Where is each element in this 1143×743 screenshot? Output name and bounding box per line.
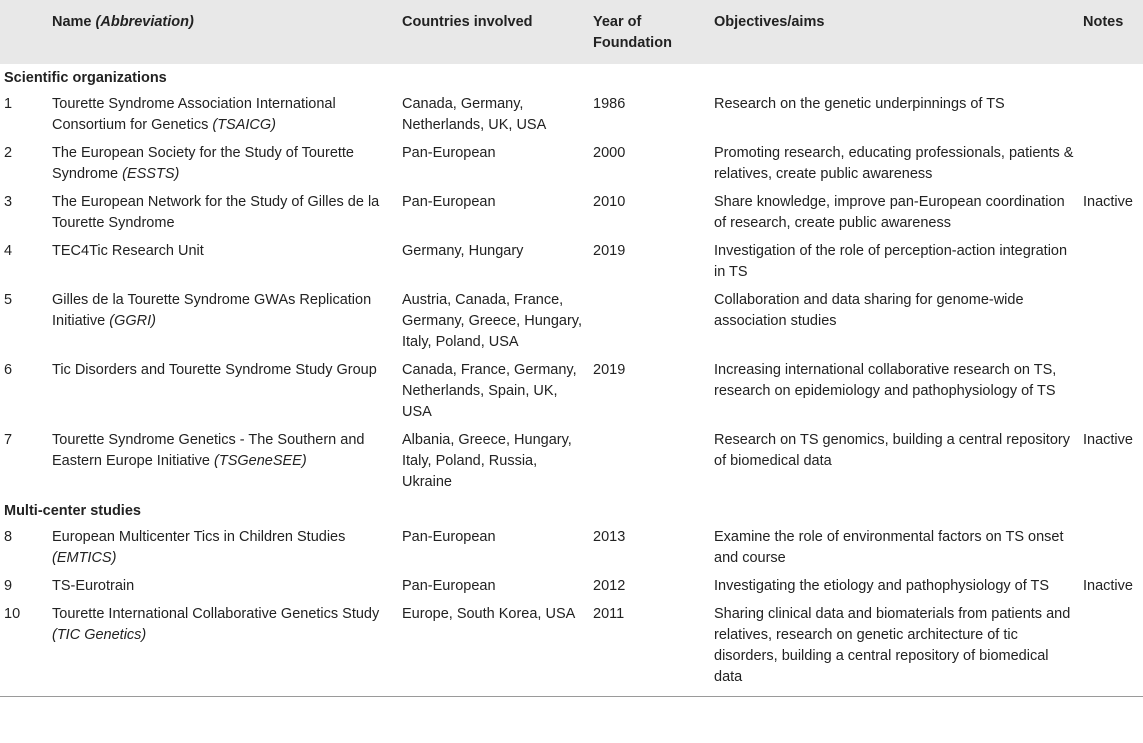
- row-notes: [1079, 357, 1143, 427]
- row-countries: Pan-European: [402, 529, 496, 545]
- row-objectives: Research on TS genomics, building a central repository of biomedical data: [714, 432, 1070, 469]
- row-year: 1986: [593, 96, 626, 112]
- header-objectives: Objectives/aims: [714, 14, 825, 30]
- row-number: 7: [4, 432, 13, 448]
- table-header: [0, 0, 1143, 64]
- row-number: 8: [4, 529, 13, 545]
- header-number: [0, 0, 48, 64]
- row-year: 2019: [593, 362, 626, 378]
- row-year: 2011: [589, 601, 710, 697]
- row-number: 5: [4, 292, 13, 308]
- header-name: [48, 0, 398, 64]
- section-row-multicenter: [0, 497, 1143, 524]
- header-name-abbrev: (Abbreviation): [95, 14, 194, 30]
- row-countries: Europe, South Korea, USA: [398, 601, 589, 697]
- row-year: 2010: [593, 194, 626, 210]
- header-row: [0, 0, 1143, 64]
- row-objectives: Sharing clinical data and biomaterials from patients and relatives, research on genetic architecture of tic disorders, building a central repository of biomedical data: [710, 601, 1079, 697]
- row-year: 2013: [593, 529, 626, 545]
- row-abbrev: (TIC Genetics): [52, 627, 147, 643]
- header-year: Year of Foundation: [593, 14, 672, 51]
- row-countries: Pan-European: [402, 194, 496, 210]
- row-year: 2019: [593, 243, 626, 259]
- row-objectives: Share knowledge, improve pan-European coordination of research, create public awareness: [714, 194, 1065, 231]
- row-name: The European Society for the Study of Tourette Syndrome (ESSTS): [52, 145, 355, 182]
- row-number: 4: [4, 243, 13, 259]
- table-row: [0, 427, 1143, 497]
- row-abbrev: (EMTICS): [52, 550, 117, 566]
- table-row: [0, 238, 1143, 287]
- row-objectives: Examine the role of environmental factors on TS onset and course: [714, 529, 1064, 566]
- row-name: Tourette Syndrome Association International Consortium for Genetics (TSAICG): [52, 96, 336, 133]
- table-row: [0, 189, 1143, 238]
- row-abbrev: (TSGeneSEE): [214, 453, 307, 469]
- row-objectives: Promoting research, educating professionals, patients & relatives, create public awareness: [714, 145, 1074, 182]
- row-objectives: Investigation of the role of perception-action integration in TS: [714, 243, 1068, 280]
- row-number: 3: [4, 194, 13, 210]
- table-row: [0, 140, 1143, 189]
- row-number: 2: [4, 145, 13, 161]
- table-row: [0, 524, 1143, 573]
- header-countries: Countries involved: [402, 14, 533, 30]
- row-notes: [1079, 238, 1143, 287]
- row-countries: Canada, Germany, Netherlands, UK, USA: [402, 96, 547, 133]
- header-name-label: Name: [52, 14, 92, 30]
- table-row: [0, 287, 1143, 357]
- row-number: 9: [4, 578, 13, 594]
- row-objectives: Increasing international collaborative research on TS, research on epidemiology and pathophysiology of TS: [714, 362, 1057, 399]
- row-countries: Germany, Hungary: [402, 243, 524, 259]
- row-name: The European Network for the Study of Gilles de la Tourette Syndrome: [52, 194, 380, 231]
- row-year: 2012: [593, 578, 626, 594]
- row-name: Gilles de la Tourette Syndrome GWAs Replication Initiative (GGRI): [52, 292, 372, 329]
- row-abbrev: (GGRI): [109, 313, 156, 329]
- row-abbrev: (ESSTS): [122, 166, 180, 182]
- row-notes: [1079, 287, 1143, 357]
- table-row: [0, 357, 1143, 427]
- row-name: Tourette Syndrome Genetics - The Southern and Eastern Europe Initiative (TSGeneSEE): [52, 432, 365, 469]
- row-notes: Inactive: [1083, 578, 1133, 594]
- row-year: [589, 427, 710, 497]
- table-row: [0, 91, 1143, 140]
- table-body: [0, 64, 1143, 697]
- row-year: 2000: [593, 145, 626, 161]
- row-notes: [1079, 524, 1143, 573]
- table-row: [0, 573, 1143, 601]
- section-row-scientific: [0, 64, 1143, 91]
- row-notes: [1079, 601, 1143, 697]
- table-row: [0, 601, 1143, 697]
- row-number: 1: [4, 96, 13, 112]
- row-countries: Austria, Canada, France, Germany, Greece, Hungary, Italy, Poland, USA: [402, 292, 582, 350]
- row-name: TEC4Tic Research Unit: [52, 243, 204, 259]
- row-name: Tic Disorders and Tourette Syndrome Study Group: [52, 362, 377, 378]
- section-title: Scientific organizations: [4, 70, 167, 86]
- row-objectives: Research on the genetic underpinnings of TS: [714, 96, 1005, 112]
- row-year: [589, 287, 710, 357]
- row-name: TS-Eurotrain: [52, 578, 135, 594]
- row-notes: Inactive: [1083, 194, 1133, 210]
- section-title: Multi-center studies: [4, 503, 141, 519]
- row-countries: Albania, Greece, Hungary, Italy, Poland, Russia, Ukraine: [402, 432, 572, 490]
- row-notes: [1079, 91, 1143, 140]
- row-notes: [1079, 140, 1143, 189]
- row-countries: Pan-European: [402, 578, 496, 594]
- row-name: European Multicenter Tics in Children Studies (EMTICS): [52, 529, 346, 566]
- row-number: 6: [4, 362, 13, 378]
- row-countries: Canada, France, Germany, Netherlands, Spain, UK, USA: [402, 362, 577, 420]
- row-abbrev: (TSAICG): [212, 117, 277, 133]
- header-notes: Notes: [1083, 14, 1124, 30]
- row-objectives: Investigating the etiology and pathophysiology of TS: [714, 578, 1050, 594]
- row-notes: Inactive: [1083, 432, 1133, 448]
- row-name: Tourette International Collaborative Genetics Study (TIC Genetics): [48, 601, 398, 697]
- row-number: 10: [0, 601, 48, 697]
- row-countries: Pan-European: [402, 145, 496, 161]
- row-objectives: Collaboration and data sharing for genome-wide association studies: [714, 292, 1024, 329]
